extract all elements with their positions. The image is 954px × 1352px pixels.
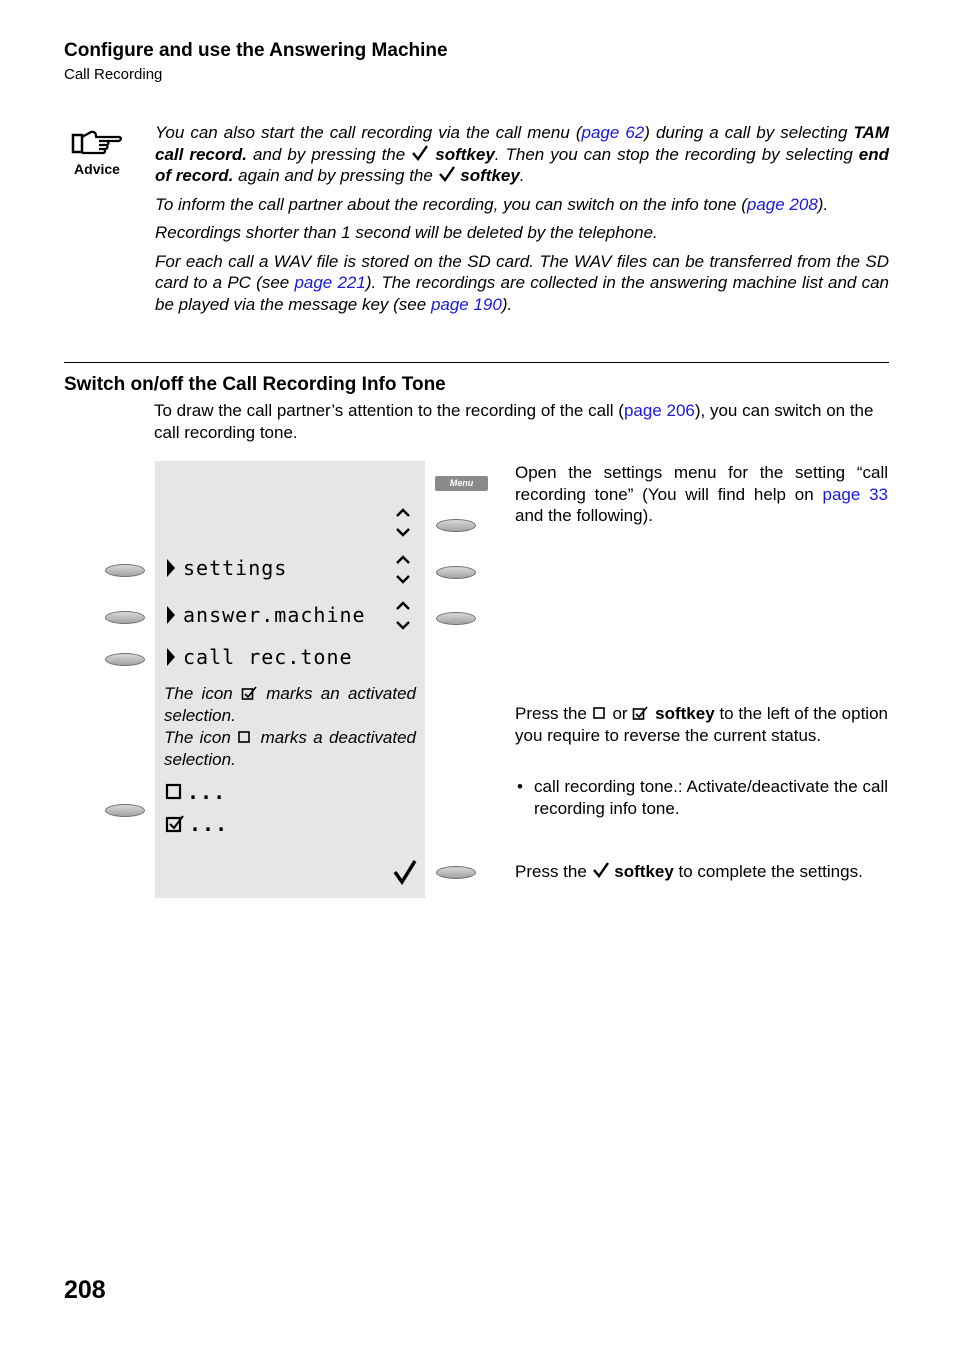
- arrow-right-icon: [165, 604, 177, 626]
- right-softkey[interactable]: [436, 866, 476, 879]
- page-33-link[interactable]: page 33: [822, 484, 888, 504]
- checked-box-icon: [632, 706, 650, 721]
- option-checked[interactable]: [165, 812, 228, 836]
- text: Press the: [515, 862, 592, 881]
- page-number: 208: [64, 1276, 106, 1304]
- legend-activated: [164, 683, 416, 727]
- option-unchecked[interactable]: [165, 780, 226, 804]
- section-divider: [64, 362, 889, 363]
- section-title: Switch on/off the Call Recording Info Tone: [64, 374, 446, 395]
- option-label: ...: [187, 780, 227, 804]
- text: again and by pressing the: [233, 166, 438, 185]
- advice-paragraph-1: [155, 122, 889, 187]
- menu-item-answer-machine[interactable]: [165, 603, 366, 627]
- check-icon: [411, 144, 429, 162]
- up-down-arrows-icon: [394, 553, 412, 591]
- text: The icon: [164, 728, 238, 747]
- step-complete: [515, 861, 888, 883]
- section-intro: [154, 400, 889, 444]
- text: ). The recordings are collected in the answering machine list and can be played via the message key (see: [155, 273, 889, 314]
- unchecked-box-icon: [165, 783, 183, 801]
- advice-paragraph-3: Recordings shorter than 1 second will be deleted by the telephone.: [155, 223, 658, 242]
- page-190-link[interactable]: page 190: [430, 294, 502, 314]
- text: or: [607, 704, 633, 723]
- step-open-settings: [515, 462, 888, 527]
- page-208-link[interactable]: page 208: [746, 194, 818, 214]
- text: You can also start the call recording via the call menu (: [155, 123, 582, 142]
- text: to the left of the option you require to reverse the current status.: [515, 704, 888, 745]
- icon-legend-note: [164, 683, 416, 771]
- menu-item-settings[interactable]: [165, 556, 287, 580]
- legend-deactivated: [164, 727, 416, 771]
- option-term: call recording tone.: [534, 777, 678, 796]
- text: To inform the call partner about the recording, you can switch on the info tone (: [155, 194, 747, 214]
- menu-key[interactable]: Menu: [435, 476, 488, 491]
- advice-paragraph-2: [155, 194, 889, 216]
- text: ).: [501, 294, 513, 314]
- text: marks a deactivated selection.: [164, 728, 416, 769]
- advice-marker: [66, 128, 128, 177]
- text: .: [519, 166, 525, 185]
- confirm-check-icon: [392, 858, 418, 886]
- text: ).: [817, 194, 829, 214]
- page-221-link[interactable]: page 221: [294, 273, 366, 292]
- checked-box-icon: [241, 686, 258, 701]
- bullet-mark: •: [517, 777, 523, 796]
- unchecked-box-icon: [237, 730, 254, 745]
- checked-box-icon: [165, 814, 185, 834]
- softkey-term: softkey: [655, 704, 715, 723]
- text: : Activate/deactivate the call recording info tone.: [534, 777, 888, 818]
- advice-paragraph-4: [155, 251, 889, 316]
- text: ), you can switch on the call recording tone.: [154, 401, 874, 442]
- arrow-right-icon: [165, 557, 177, 579]
- check-icon: [438, 165, 456, 183]
- softkey-term: softkey: [460, 166, 520, 185]
- advice-text: [155, 122, 889, 322]
- right-softkey[interactable]: [436, 612, 476, 625]
- check-icon: [592, 861, 610, 879]
- text: The icon: [164, 684, 241, 703]
- text: Press the: [515, 704, 592, 723]
- left-softkey[interactable]: [105, 564, 145, 577]
- softkey-term: softkey: [435, 144, 495, 164]
- up-down-arrows-icon: [394, 506, 412, 544]
- advice-label: Advice: [74, 161, 120, 177]
- page-62-link[interactable]: page 62: [581, 123, 645, 142]
- text: and the following).: [515, 506, 653, 525]
- up-down-arrows-icon: [394, 599, 412, 637]
- arrow-right-icon: [165, 646, 177, 668]
- end-of-record-term: end of record.: [155, 144, 890, 185]
- text: . Then you can stop the recording by selecting: [494, 144, 859, 164]
- page-206-link[interactable]: page 206: [623, 401, 695, 420]
- text: For each call a WAV file is stored on the SD card. The WAV files can be transferred from the SD card to a PC (see: [155, 251, 889, 292]
- bullet-call-recording-tone: [515, 776, 888, 819]
- text: marks an activated selection.: [164, 684, 416, 725]
- tam-call-record-term: TAM call record.: [155, 123, 889, 164]
- menu-item-label: answer.machine: [183, 603, 366, 627]
- left-softkey[interactable]: [105, 653, 145, 666]
- text: Open the settings menu for the setting “call recording tone” (You will find help on: [515, 463, 888, 504]
- menu-item-call-rec-tone[interactable]: [165, 645, 353, 669]
- text: to complete the settings.: [673, 862, 863, 881]
- step-toggle-option: [515, 703, 888, 746]
- right-softkey[interactable]: [436, 566, 476, 579]
- text: ) during a call by selecting: [644, 123, 854, 142]
- menu-item-label: call rec.tone: [183, 645, 353, 669]
- pointing-hand-icon: [69, 128, 125, 158]
- text: To draw the call partner’s attention to the recording of the call (: [154, 401, 624, 420]
- right-softkey[interactable]: [436, 519, 476, 532]
- left-softkey[interactable]: [105, 611, 145, 624]
- option-label: ...: [189, 812, 229, 836]
- chapter-title: Configure and use the Answering Machine: [64, 40, 448, 61]
- chapter-subtitle: Call Recording: [64, 66, 163, 83]
- unchecked-box-icon: [592, 706, 608, 721]
- menu-item-label: settings: [183, 556, 288, 580]
- text: and by pressing the: [247, 144, 412, 164]
- softkey-term: softkey: [614, 862, 674, 881]
- left-softkey[interactable]: [105, 804, 145, 817]
